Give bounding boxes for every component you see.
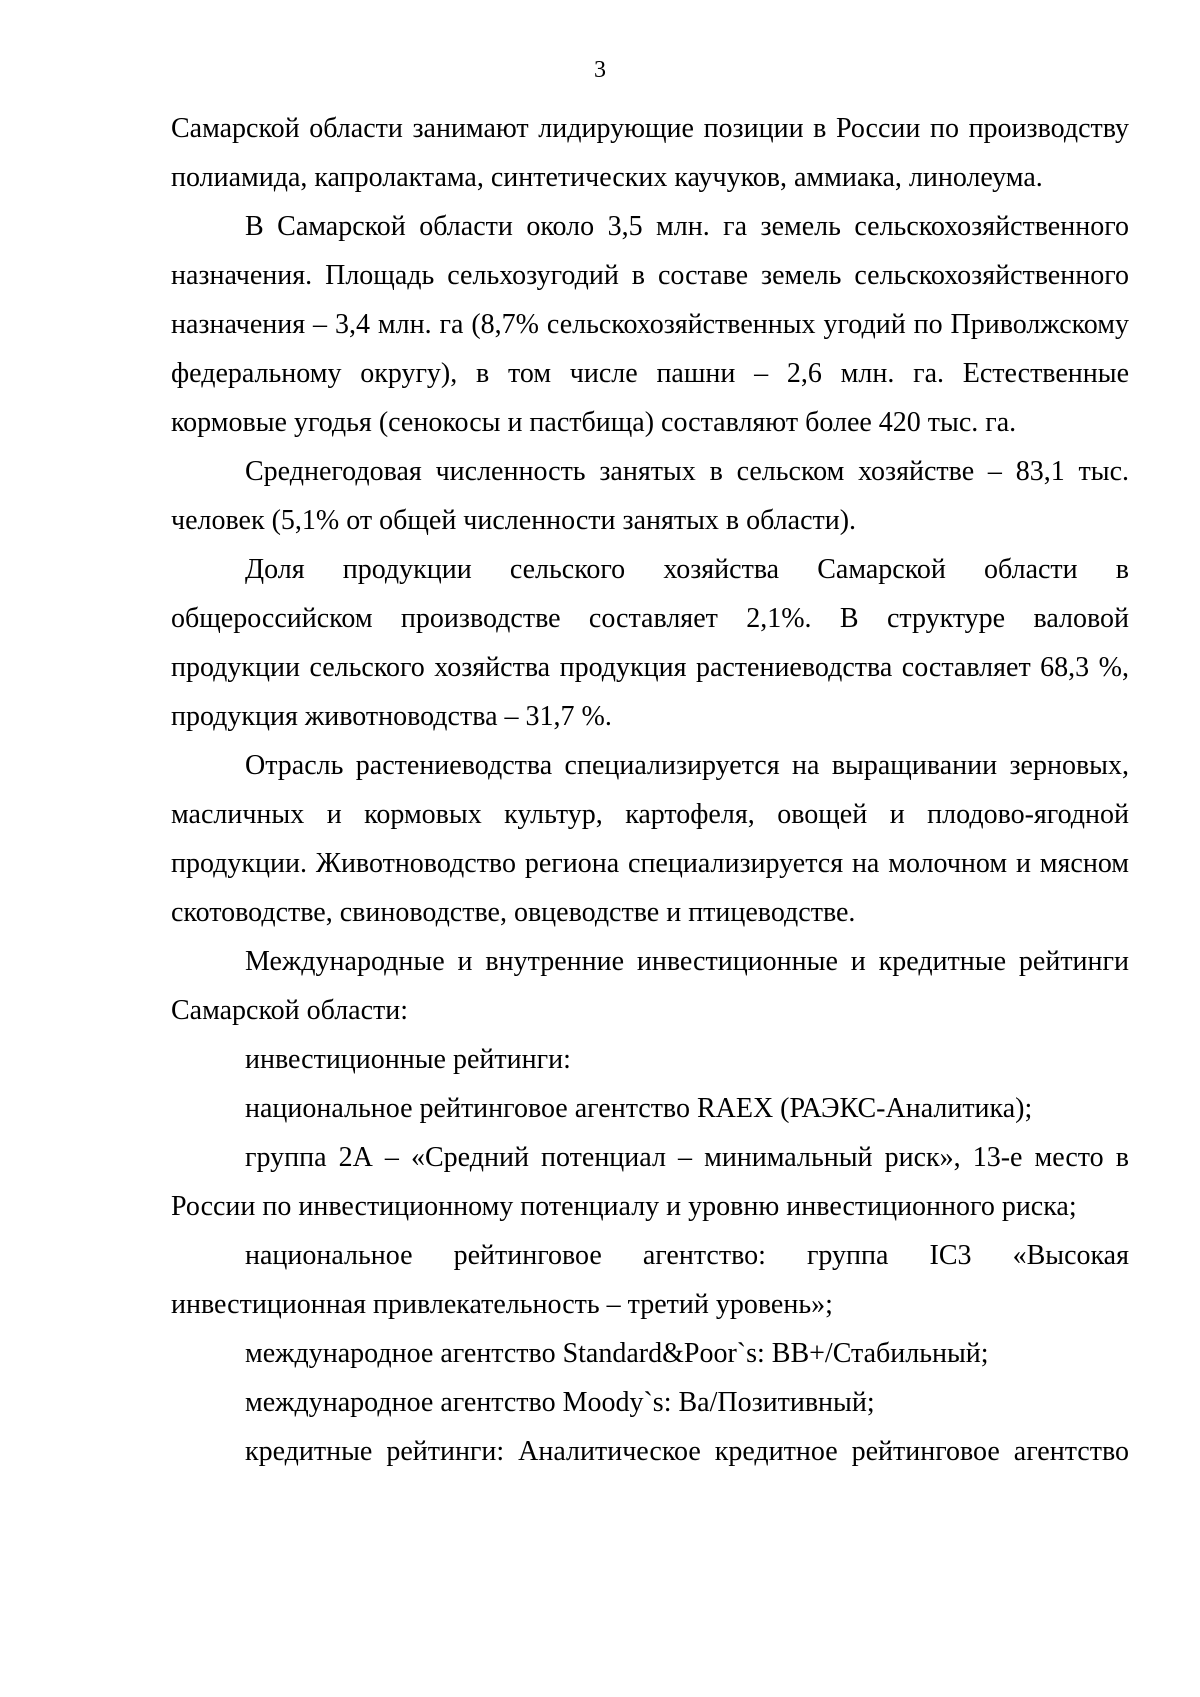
list-item-credit-ratings: кредитные рейтинги: Аналитическое кредитное рейтинговое агентство: [245, 1436, 1129, 1467]
paragraph-continuation: Самарской области занимают лидирующие позиции в России по производству полиамида, капролактама, синтетических каучуков, аммиака, линолеума.: [171, 113, 1129, 193]
paragraph-employment: Среднегодовая численность занятых в сельском хозяйстве – 83,1 тыс. человек (5,1% от общей численности занятых в области).: [171, 456, 1129, 536]
page-number: 3: [594, 57, 606, 83]
paragraph-agri-share: Доля продукции сельского хозяйства Самарской области в общероссийском производстве составляет 2,1%. В структуре валовой продукции сельского хозяйства продукция растениеводства составляет 68,3 %, продукция животноводства – 31,7 %.: [171, 554, 1129, 732]
paragraph-crop-livestock: Отрасль растениеводства специализируется на выращивании зерновых, масличных и кормовых культур, картофеля, овощей и плодово-ягодной продукции. Животноводство региона специализируется на молочном и мясном скотоводстве, свиноводстве, овцеводстве и птицеводстве.: [171, 750, 1129, 928]
document-body: [171, 104, 1129, 1476]
paragraph-land: В Самарской области около 3,5 млн. га земель сельскохозяйственного назначения. Площадь сельхозугодий в составе земель сельскохозяйственного назначения – 3,4 млн. га (8,7% сельскохозяйственных угодий по Приволжскому федеральному округу), в том числе пашни – 2,6 млн. га. Естественные кормовые угодья (сенокосы и пастбища) составляют более 420 тыс. га.: [171, 211, 1129, 438]
paragraph-ratings-intro: Международные и внутренние инвестиционные и кредитные рейтинги Самарской области:: [171, 946, 1129, 1026]
list-item-standard-poors: международное агентство Standard&Poor`s: BB+/Стабильный;: [245, 1338, 989, 1369]
list-item-group-2a: группа 2А – «Средний потенциал – минимальный риск», 13-е место в России по инвестиционному потенциалу и уровню инвестиционного риска;: [171, 1142, 1129, 1222]
list-item-group-ic3: национальное рейтинговое агентство: группа IC3 «Высокая инвестиционная привлекательность – третий уровень»;: [171, 1240, 1129, 1320]
list-item-investment-ratings: инвестиционные рейтинги:: [245, 1044, 571, 1075]
list-item-raex: национальное рейтинговое агентство RAEX (РАЭКС-Аналитика);: [245, 1093, 1033, 1124]
list-item-moodys: международное агентство Moody`s: Ba/Позитивный;: [245, 1387, 875, 1418]
